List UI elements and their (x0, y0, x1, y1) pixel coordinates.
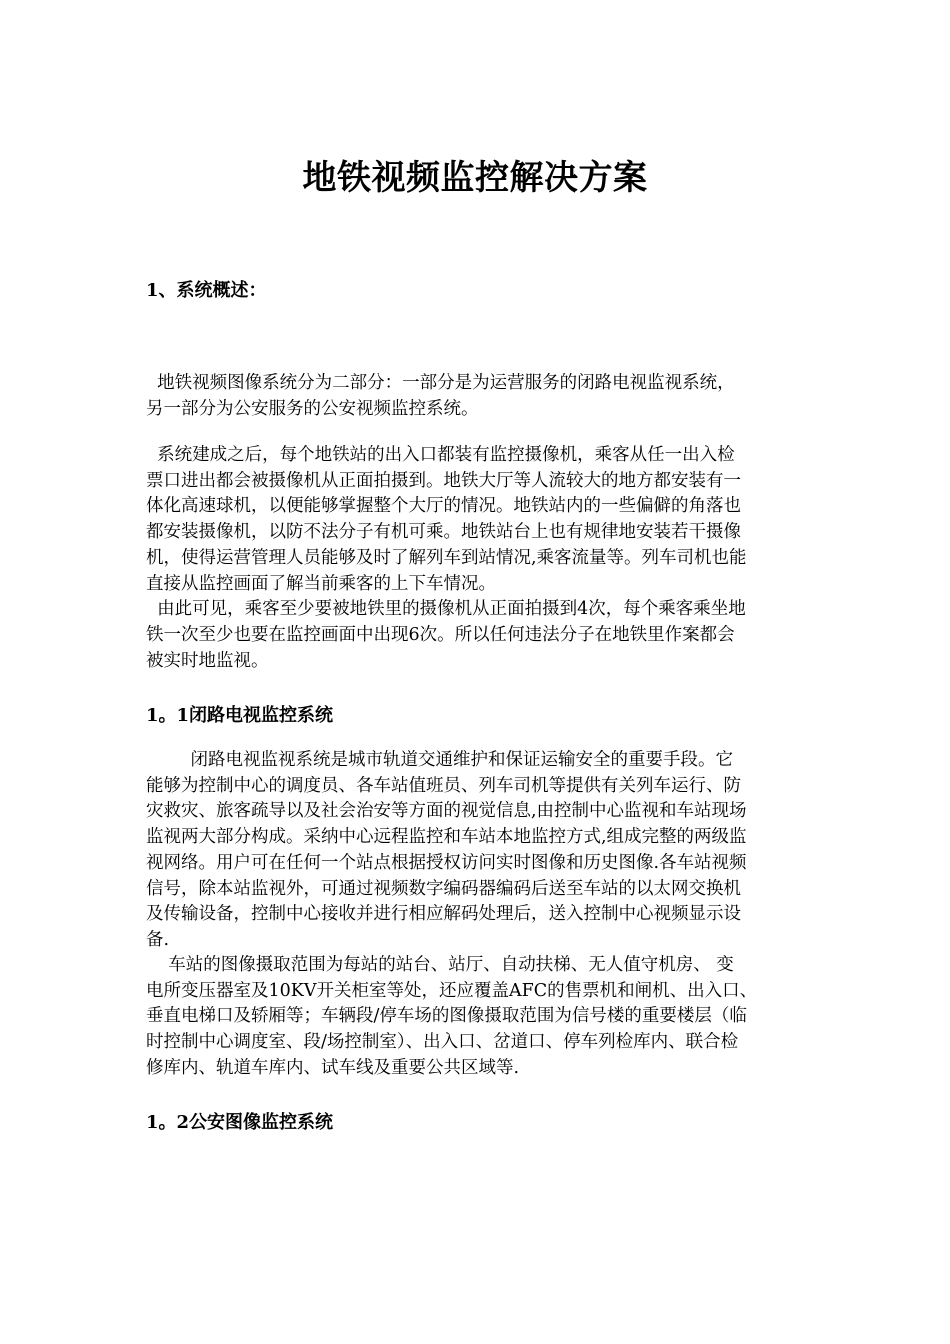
document-title: 地铁视频监控解决方案 (302, 158, 648, 198)
text-line: 电所变压器室及10KV开关柜室等处，还应覆盖AFC的售票机和闸机、出入口、 (146, 980, 758, 1001)
section-heading-police: 1。2公安图像监控系统 (146, 1112, 334, 1133)
text-line: 视网络。用户可在任何一个站点根据授权访问实时图像和历史图像.各车站视频 (146, 852, 747, 873)
text-line: 垂直电梯口及轿厢等；车辆段/停车场的图像摄取范围为信号楼的重要楼层（临 (146, 1006, 747, 1027)
text-line: 监视两大部分构成。采纳中心远程监控和车站本地监控方式,组成完整的两级监 (146, 827, 747, 848)
text-line: 另一部分为公安服务的公安视频监控系统。 (146, 398, 479, 419)
text-line: 地铁视频图像系统分为二部分：一部分是为运营服务的闭路电视监视系统， (146, 373, 735, 393)
cctv-paragraph-1 (146, 748, 806, 954)
text-line: 时控制中心调度室、段/场控制室）、出入口、岔道口、停车列检库内、联合检 (146, 1032, 739, 1053)
text-line: 被实时地监视。 (146, 650, 269, 671)
text-line: 机，使得运营管理人员能够及时了解列车到站情况,乘客流量等。列车司机也能 (146, 547, 747, 568)
overview-paragraph-1 (146, 371, 806, 422)
cctv-paragraph-2 (146, 953, 806, 1082)
text-line: 系统建成之后，每个地铁站的出入口都装有监控摄像机，乘客从任一出入检 (146, 445, 735, 465)
overview-paragraph-2 (146, 443, 806, 674)
text-line: 修库内、轨道车库内、试车线及重要公共区域等. (146, 1057, 520, 1078)
text-line: 体化高速球机，以便能够掌握整个大厅的情况。地铁站内的一些偏僻的角落也 (146, 496, 741, 517)
text-line: 信号，除本站监视外，可通过视频数字编码器编码后送至车站的以太网交换机 (146, 878, 741, 899)
text-line: 票口进出都会被摄像机从正面拍摄到。地铁大厅等人流较大的地方都安装有一 (146, 470, 741, 491)
text-line: 及传输设备，控制中心接收并进行相应解码处理后，送入控制中心视频显示设 (146, 904, 741, 925)
text-line: 铁一次至少也要在监控画面中出现6次。所以任何违法分子在地铁里作案都会 (146, 624, 735, 645)
text-line: 直接从监控画面了解当前乘客的上下车情况。 (146, 573, 496, 594)
text-line: 备. (146, 929, 170, 950)
text-line: 闭路电视监视系统是城市轨道交通维护和保证运输安全的重要手段。它 (146, 750, 733, 770)
section-heading-cctv: 1。1闭路电视监控系统 (146, 705, 334, 726)
text-line: 由此可见，乘客至少要被地铁里的摄像机从正面拍摄到4次，每个乘客乘坐地 (146, 599, 746, 620)
text-line: 灾救灾、旅客疏导以及社会治安等方面的视觉信息,由控制中心监视和车站现场 (146, 801, 747, 822)
text-line: 车站的图像摄取范围为每站的站台、站厅、自动扶梯、无人值守机房、 变 (146, 955, 734, 975)
text-line: 都安装摄像机，以防不法分子有机可乘。地铁站台上也有规律地安装若干摄像 (146, 522, 741, 543)
section-heading-overview: 1、系统概述： (146, 280, 267, 301)
text-line: 能够为控制中心的调度员、各车站值班员、列车司机等提供有关列车运行、防 (146, 775, 741, 796)
